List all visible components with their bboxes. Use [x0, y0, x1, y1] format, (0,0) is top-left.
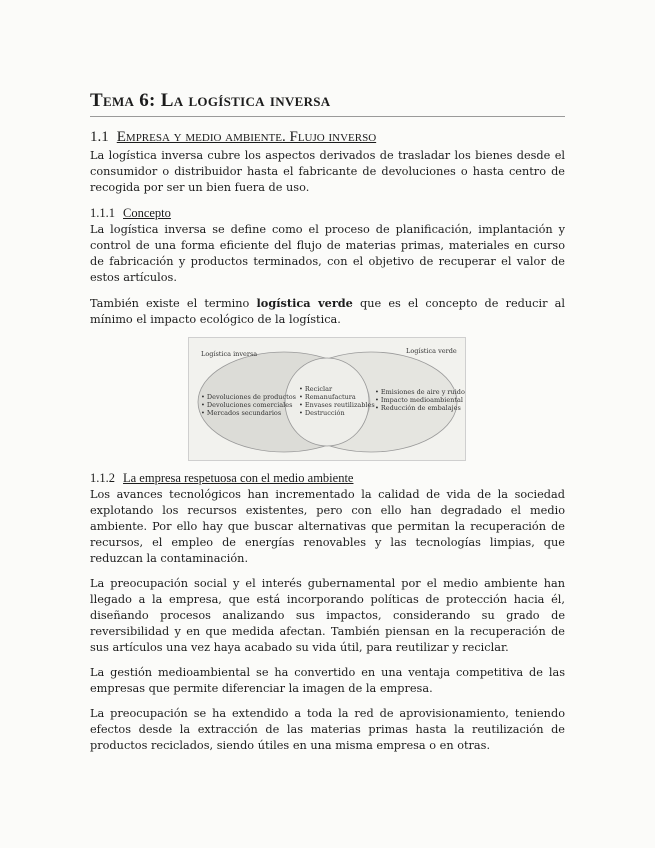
list-item: • Devoluciones comerciales [201, 401, 293, 409]
page-content [90, 90, 565, 763]
diagram-left-list [201, 393, 296, 417]
list-item: • Envases reutilizables [299, 401, 375, 409]
concept-paragraph: La logística inversa se define como el proceso de planificación, implantación y control de una forma eficiente del flujo de materias primas, materiales en curso de fabricación y productos terminados, con el objetivo de recuperar el valor de estos artículos. [90, 223, 565, 284]
list-item: • Reducción de embalajes [375, 404, 461, 412]
diagram-right-title: Logística verde [406, 347, 457, 355]
list-item: • Emisiones de aire y ruido [375, 388, 465, 396]
paragraph: La preocupación se ha extendido a toda la red de aprovisionamiento, teniendo efectos desde la extracción de las materias primas hasta la reutilización de productos reciclados, siendo útiles en una misma empresa o en otras. [90, 707, 565, 752]
venn-diagram [188, 337, 466, 461]
list-item: • Reciclar [299, 385, 333, 393]
paragraph: La gestión medioambiental se ha convertido en una ventaja competitiva de las empresas que permite diferenciar la imagen de la empresa. [90, 666, 565, 695]
diagram-right-list [375, 388, 465, 412]
paragraph: Los avances tecnológicos han incrementado la calidad de vida de la sociedad explotando los recursos existentes, pero con ello han degradado el medio ambiente. Por ello hay que buscar alternativas que permitan la recuperación de recursos, el empleo de energías renovables y las tecnologías limpias, que reduzcan la contaminación. [90, 488, 565, 565]
section-number: 1.1 [90, 129, 109, 145]
section-title: Concepto [123, 206, 171, 220]
diagram-left-title: Logística inversa [201, 350, 258, 358]
section-number: 1.1.1 [90, 206, 115, 220]
list-item: • Remanufactura [299, 393, 356, 401]
section-title: La empresa respetuosa con el medio ambiente [123, 471, 354, 485]
list-item: • Impacto medioambiental [375, 396, 463, 404]
paragraph: La preocupación social y el interés gubernamental por el medio ambiente han llegado a la empresa, que está incorporando políticas de protección hacia él, diseñando procesos analizando sus impactos, considerando su grado de reversibilidad y en que medida afectan. También piensan en la recuperación de sus artículos una vez haya acabado su vida útil, para reutilizar y reciclar. [90, 577, 565, 654]
page-title: Tema 6: La logística inversa [90, 90, 565, 117]
list-item: • Destrucción [299, 409, 345, 417]
section-title: Empresa y medio ambiente. Flujo inverso [116, 129, 377, 145]
section-1-1-heading [90, 129, 565, 146]
section-1-1-2-heading [90, 471, 565, 486]
section-1-1-1-heading [90, 206, 565, 221]
list-item: • Devoluciones de productos [201, 393, 296, 401]
green-logistics-term: logística verde [256, 296, 353, 310]
section-number: 1.1.2 [90, 471, 115, 485]
list-item: • Mercados secundarios [201, 409, 282, 417]
green-logistics-paragraph: También existe el termino logística verde que es el concepto de reducir al mínimo el impacto ecológico de la logística. [90, 296, 565, 326]
diagram-middle-list [299, 385, 375, 417]
section-1-1-paragraph: La logística inversa cubre los aspectos derivados de trasladar los bienes desde el consumidor o distribuidor hasta el fabricante de devoluciones o hasta centro de recogida por ser un bien fuera de uso. [90, 149, 565, 194]
